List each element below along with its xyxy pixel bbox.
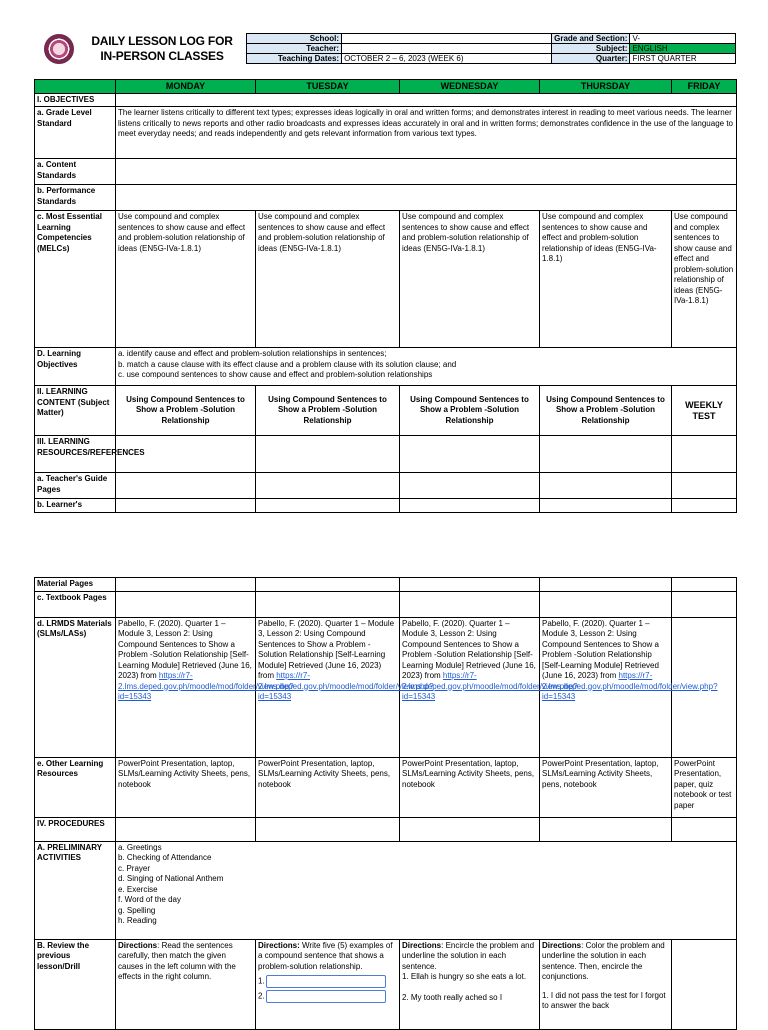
learner-material-label-bottom: Material Pages: [35, 578, 116, 592]
grade-value: V-: [630, 34, 736, 44]
lm-fri: [672, 499, 737, 513]
melc-thursday: Use compound and complex sentences to show cause and effect and problem-solution relationship of ideas (EN5G-IVa-1.8.1): [540, 211, 672, 348]
tg-tue: [256, 473, 400, 499]
tg-mon: [116, 473, 256, 499]
answer-field-2[interactable]: [266, 990, 386, 1003]
day-header-tuesday: TUESDAY: [256, 80, 400, 94]
tg-wed: [400, 473, 540, 499]
school-label: School:: [247, 34, 342, 44]
day-header-friday: FRIDAY: [672, 80, 737, 94]
quarter-value: FIRST QUARTER: [630, 54, 736, 64]
review-tuesday: [256, 939, 400, 1029]
objectives-label: I. OBJECTIVES: [35, 93, 116, 107]
review-wednesday: [400, 939, 540, 1029]
grade-label: Grade and Section:: [551, 34, 630, 44]
lrmds-link-mon[interactable]: https://r7-2.lms.deped.gov.ph/moodle/mod/folder/view.php?id=15343: [118, 671, 294, 701]
review-wed-item-2: 2. My tooth really ached so I: [402, 992, 503, 1002]
melc-monday: Use compound and complex sentences to show cause and effect and problem-solution relationship of ideas (EN5G-IVa-1.8.1): [116, 211, 256, 348]
lm-thu: [540, 499, 672, 513]
lrmds-link-thu[interactable]: https://r7-2.lms.deped.gov.ph/moodle/mod/folder/view.php?id=15343: [542, 671, 718, 701]
directions-label: Directions:: [258, 940, 300, 950]
other-thursday: PowerPoint Presentation, laptop, SLMs/Learning Activity Sheets, pens, notebook: [540, 757, 672, 817]
header-info-table: [246, 33, 736, 64]
answer-field-1[interactable]: [266, 975, 386, 988]
document-header: [34, 32, 736, 68]
tg-thu: [540, 473, 672, 499]
melc-label: c. Most Essential Learning Competencies (MELCs): [35, 211, 116, 348]
prelim-item: a. Greetings: [118, 842, 162, 852]
prelim-item: d. Singing of National Anthem: [118, 874, 224, 883]
resources-wed: [400, 436, 540, 473]
quarter-label: Quarter:: [551, 54, 630, 64]
lrmds-label: d. LRMDS Materials (SLMs/LASs): [35, 617, 116, 757]
day-header-monday: MONDAY: [116, 80, 256, 94]
melc-friday: Use compound and complex sentences to show cause and effect and problem-solution relationship of ideas (EN5G-IVa-1.8.1): [672, 211, 737, 348]
directions-label: Directions: [542, 940, 582, 950]
directions-label: Directions: [402, 940, 442, 950]
lrmds-text-tue: Pabello, F. (2020). Quarter 1 – Module 3, Lesson 2: Using Compound Sentences to Show a Problem -Solution Relationship [Self-Learning Module] Retrieved (June 16, 2023) from: [258, 618, 395, 680]
teacher-value: [342, 44, 552, 54]
lm2-mon: [116, 578, 256, 592]
objectives-cell: [116, 93, 737, 107]
pr-thu: [540, 817, 672, 841]
school-value: [342, 34, 552, 44]
review-monday: [116, 939, 256, 1029]
other-monday: PowerPoint Presentation, laptop, SLMs/Learning Activity Sheets, pens, notebook: [116, 757, 256, 817]
melc-wednesday: Use compound and complex sentences to show cause and effect and problem-solution relationship of ideas (EN5G-IVa-1.8.1): [400, 211, 540, 348]
lm-mon: [116, 499, 256, 513]
content-monday: Using Compound Sentences to Show a Problem -Solution Relationship: [116, 386, 256, 436]
corner-cell: [35, 80, 116, 94]
content-wednesday: Using Compound Sentences to Show a Problem -Solution Relationship: [400, 386, 540, 436]
lm2-fri: [672, 578, 737, 592]
prelim-item: g. Spelling: [118, 905, 156, 915]
lrmds-thursday: [540, 617, 718, 757]
review-wed-text: : Encircle the problem and underline the solution in each sentence.: [402, 940, 535, 971]
objective-a: a. identify cause and effect and problem-solution relationships in sentences;: [118, 349, 387, 358]
title-line-1: DAILY LESSON LOG FOR: [91, 34, 233, 48]
resources-tue: [256, 436, 400, 473]
lrmds-text-mon: Pabello, F. (2020). Quarter 1 – Module 3, Lesson 2: Using Compound Sentences to Show a Problem -Solution Relationship [Self-Learning Module] Retrieved (June 16, 2023) from: [118, 618, 252, 680]
review-friday: [672, 939, 737, 1029]
document-title: [82, 34, 242, 64]
lm2-thu: [540, 578, 672, 592]
content-thursday: Using Compound Sentences to Show a Problem -Solution Relationship: [540, 386, 672, 436]
tb-wed: [400, 591, 540, 617]
tg-fri: [672, 473, 737, 499]
preliminary-label: A. PRELIMINARY ACTIVITIES: [35, 841, 116, 939]
prelim-item: e. Exercise: [118, 884, 158, 894]
grade-standard-text: The learner listens critically to different text types; expresses ideas logically in oral and written forms; and demonstrates interest in reading to meet various needs. The learner listens critically to news reports and other radio broadcasts and expresses ideas accurately in oral and in written forms; demonstrates confidence in the use of the language to meet everyday needs; and reads independently and gets relevant information from various text types.: [116, 107, 737, 159]
tb-tue: [256, 591, 400, 617]
review-thu-text: : Color the problem and underline the solution in each sentence. Then, encircle the conjunctions.: [542, 940, 665, 981]
lrmds-tuesday: [256, 617, 434, 757]
teacher-label: Teacher:: [247, 44, 342, 54]
lm-tue: [256, 499, 400, 513]
performance-standards-label: b. Performance Standards: [35, 185, 116, 211]
resources-fri: [672, 436, 737, 473]
learning-content-label: II. LEARNING CONTENT (Subject Matter): [35, 386, 116, 436]
lrmds-monday: [116, 617, 294, 757]
deped-seal-icon: [44, 34, 74, 64]
prelim-item: h. Reading: [118, 916, 157, 925]
prelim-item: c. Prayer: [118, 863, 151, 873]
prelim-item: b. Checking of Attendance: [118, 853, 212, 862]
procedures-label: IV. PROCEDURES: [35, 817, 116, 841]
tb-mon: [116, 591, 256, 617]
lrmds-link-wed[interactable]: https://r7-2.lms.deped.gov.ph/moodle/mod/folder/view.php?id=15343: [402, 671, 578, 701]
lm-wed: [400, 499, 540, 513]
lesson-table-part-1: [34, 79, 737, 513]
pr-tue: [256, 817, 400, 841]
tb-thu: [540, 591, 672, 617]
subject-value: ENGLISH: [630, 44, 736, 54]
review-mon-text: : Read the sentences carefully, then match the given causes in the left column with the effects in the right column.: [118, 940, 236, 981]
objective-b: b. match a cause clause with its effect clause and a problem clause with its solution clause; and: [118, 359, 457, 369]
prelim-item: f. Word of the day: [118, 895, 181, 904]
learning-objectives-cell: [116, 348, 737, 386]
grade-standard-label: a. Grade Level Standard: [35, 107, 116, 159]
resources-thu: [540, 436, 672, 473]
review-label: B. Review the previous lesson/Drill: [35, 939, 116, 1029]
day-header-thursday: THURSDAY: [540, 80, 672, 94]
other-resources-label: e. Other Learning Resources: [35, 757, 116, 817]
learning-objectives-label: D. Learning Objectives: [35, 348, 116, 386]
lrmds-text-thu: Pabello, F. (2020). Quarter 1 – Module 3, Lesson 2: Using Compound Sentences to Show a Problem -Solution Relationship [Self-Learning Module] Retrieved (June 16, 2023) from: [542, 618, 659, 680]
review-thursday: [540, 939, 672, 1029]
review-thu-item-1: 1. I did not pass the test for I forgot to answer the back: [542, 990, 666, 1010]
teacher-guide-label: a. Teacher's Guide Pages: [35, 473, 116, 499]
content-standards-label: a. Content Standards: [35, 159, 116, 185]
melc-tuesday: Use compound and complex sentences to show cause and effect and problem-solution relationship of ideas (EN5G-IVa-1.8.1): [256, 211, 400, 348]
other-tuesday: PowerPoint Presentation, laptop, SLMs/Learning Activity Sheets, pens, notebook: [256, 757, 400, 817]
learner-material-label-top: b. Learner's: [35, 499, 116, 513]
lm2-tue: [256, 578, 400, 592]
performance-standards-cell: [116, 185, 737, 211]
title-line-2: IN-PERSON CLASSES: [100, 49, 224, 63]
review-wed-item-1: 1. Ellah is hungry so she eats a lot.: [402, 972, 527, 981]
content-tuesday: Using Compound Sentences to Show a Problem -Solution Relationship: [256, 386, 400, 436]
pr-wed: [400, 817, 540, 841]
directions-label: Directions: [118, 940, 158, 950]
lm2-wed: [400, 578, 540, 592]
pr-mon: [116, 817, 256, 841]
review-tue-text: Write five (5) examples of a compound sentence that shows a problem-solution relationship.: [258, 940, 393, 971]
dates-value: OCTOBER 2 – 6, 2023 (WEEK 6): [342, 54, 552, 64]
answer-number: 1.: [258, 976, 265, 986]
objective-c: c. use compound sentences to show cause and effect and problem-solution relationships: [118, 370, 433, 379]
content-friday: WEEKLY TEST: [672, 386, 737, 436]
tb-fri: [672, 591, 737, 617]
answer-number: 2.: [258, 991, 265, 1001]
subject-label: Subject:: [551, 44, 630, 54]
lesson-table-part-2: [34, 577, 737, 1030]
textbook-pages-label: c. Textbook Pages: [35, 591, 116, 617]
dates-label: Teaching Dates:: [247, 54, 342, 64]
day-header-wednesday: WEDNESDAY: [400, 80, 540, 94]
other-wednesday: PowerPoint Presentation, laptop, SLMs/Learning Activity Sheets, pens, notebook: [400, 757, 540, 817]
lrmds-wednesday: [400, 617, 578, 757]
content-standards-cell: [116, 159, 737, 185]
lrmds-text-wed: Pabello, F. (2020). Quarter 1 – Module 3, Lesson 2: Using Compound Sentences to Show a Problem -Solution Relationship [Self-Learning Module] Retrieved (June 16, 2023) from: [402, 618, 536, 680]
lrmds-link-tue[interactable]: https://r7-2.lms.deped.gov.ph/moodle/mod/folder/view.php?id=15343: [258, 671, 434, 701]
pr-fri: [672, 817, 737, 841]
resources-label: III. LEARNING RESOURCES/REFERENCES: [35, 436, 116, 473]
other-friday: PowerPoint Presentation, paper, quiz notebook or test paper: [672, 757, 737, 817]
preliminary-list: [116, 841, 737, 939]
